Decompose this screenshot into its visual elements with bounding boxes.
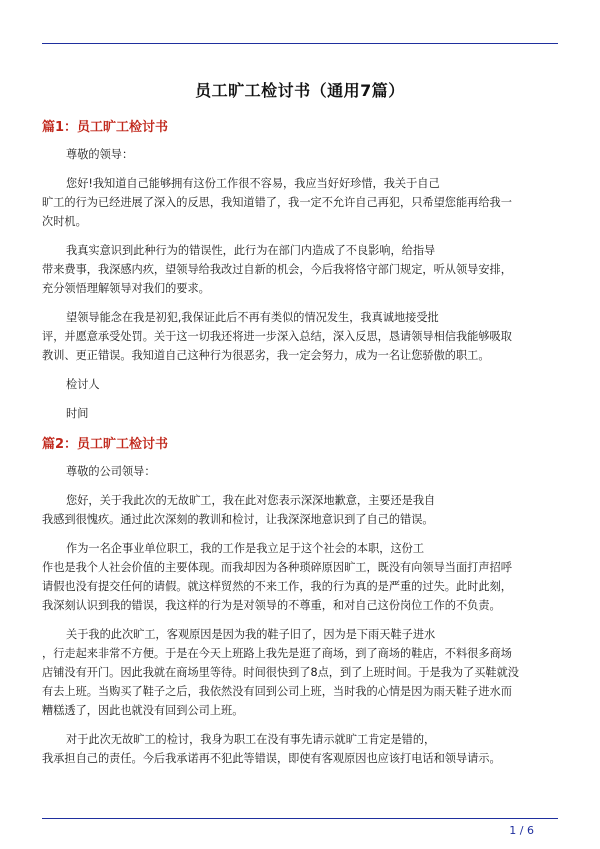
paragraph [42, 730, 558, 768]
page-number: 1 / 6 [509, 824, 534, 837]
text-line: 作也是我个人社会价值的主要体现。而我却因为各种琐碎原因旷工，既没有向领导当面打声招呼 [42, 561, 512, 574]
text-line: 我承担自己的责任。今后我承诺再不犯此等错误，即使有客观原因也应该打电话和领导请示。 [42, 752, 501, 765]
paragraph [42, 404, 558, 423]
header-rule [42, 43, 558, 44]
text-line: 作为一名企事业单位职工，我的工作是我立足于这个社会的本职，这份工 [66, 542, 425, 555]
text-line: 望领导能念在我是初犯,我保证此后不再有类似的情况发生，我真诚地接受批 [66, 311, 439, 324]
text-line: 有去上班。当购买了鞋子之后，我依然没有回到公司上班，当时我的心情是因为雨天鞋子进水而 [42, 685, 512, 698]
paragraph [42, 462, 558, 481]
text-line: 我感到很愧疚。通过此次深刻的教训和检讨，让我深深地意识到了自己的错误。 [42, 513, 434, 526]
text-line: 尊敬的公司领导： [66, 465, 156, 478]
paragraph [42, 375, 558, 394]
text-line: 请假也没有提交任何的请假。就这样贸然的不来工作，我的行为真的是严重的过失。此时此刻， [42, 580, 512, 593]
text-line: 旷工的行为已经进展了深入的反思，我知道错了，我一定不允许自己再犯，只希望您能再给我一 [42, 196, 512, 209]
text-line: 您好，关于我此次的无故旷工，我在此对您表示深深地歉意，主要还是我自 [66, 494, 436, 507]
text-line: 次时机。 [42, 215, 87, 228]
text-line: 带来费事，我深感内疚，望领导给我改过自新的机会，今后我将恪守部门规定，听从领导安排， [42, 263, 512, 276]
text-line: ，行走起来非常不方便。于是在今天上班路上我先是逛了商场，到了商场的鞋店，不料很多商场 [42, 647, 512, 660]
text-line: 对于此次无故旷工的检讨，我身为职工在没有事先请示就旷工肯定是错的， [66, 733, 436, 746]
paragraph [42, 491, 558, 529]
text-line: 店铺没有开门。因此我就在商场里等待。时间很快到了8点，到了上班时间。于是我为了买鞋就没 [42, 666, 519, 679]
text-line: 时间 [66, 407, 89, 420]
text-line: 关于我的此次旷工，客观原因是因为我的鞋子旧了，因为是下雨天鞋子进水 [66, 628, 436, 641]
text-line: 我真实意识到此种行为的错误性，此行为在部门内造成了不良影响，给指导 [66, 244, 436, 257]
section-heading: 篇1：员工旷工检讨书 [42, 120, 169, 135]
page-title: 员工旷工检讨书（通用7篇） [195, 81, 405, 100]
footer-rule [42, 818, 558, 819]
text-line: 教训、更正错误。我知道自己这种行为很恶劣，我一定会努力，成为一名让您骄傲的职工。 [42, 349, 490, 362]
paragraph [42, 625, 558, 720]
text-line: 糟糕透了，因此也就没有回到公司上班。 [42, 704, 244, 717]
paragraph [42, 539, 558, 615]
section-heading: 篇2：员工旷工检讨书 [42, 437, 169, 452]
document-body [42, 110, 558, 778]
paragraph [42, 174, 558, 231]
text-line: 检讨人 [66, 378, 100, 391]
text-line: 评，并愿意承受处罚。关于这一切我还将进一步深入总结，深入反思，恳请领导相信我能够吸取 [42, 330, 512, 343]
text-line: 您好!我知道自己能够拥有这份工作很不容易，我应当好好珍惜，我关于自己 [66, 177, 440, 190]
text-line: 我深刻认识到我的错误，我这样的行为是对领导的不尊重，和对自己这份岗位工作的不负责。 [42, 599, 501, 612]
paragraph [42, 145, 558, 164]
paragraph [42, 308, 558, 365]
text-line: 充分领悟理解领导对我们的要求。 [42, 282, 210, 295]
text-line: 尊敬的领导： [66, 148, 134, 161]
paragraph [42, 241, 558, 298]
